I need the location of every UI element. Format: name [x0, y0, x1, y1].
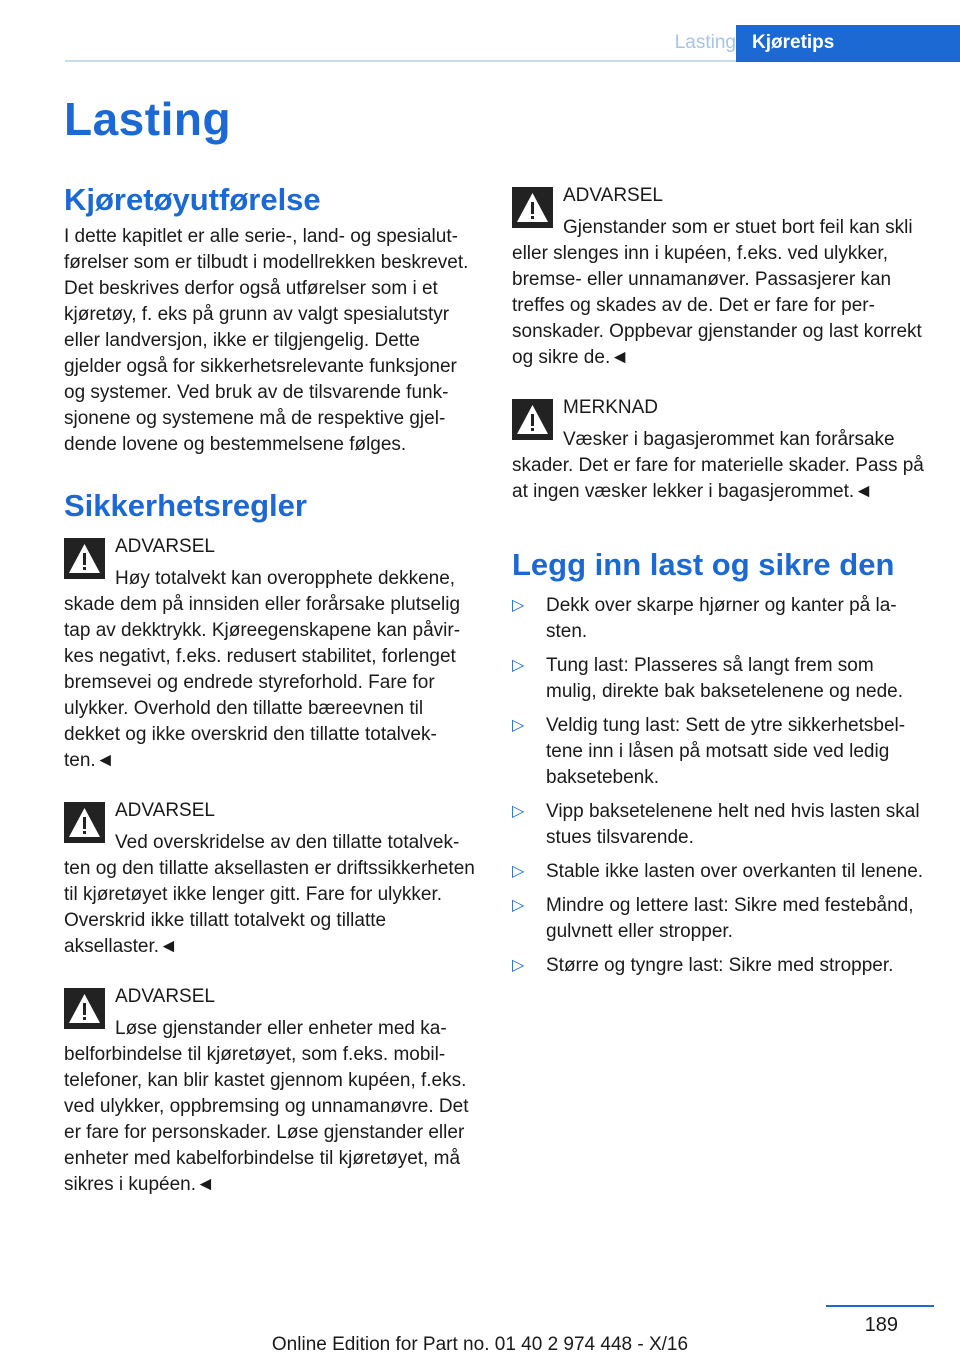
list-item: ▷ Mindre og lettere last: Sikre med festebånd, gulvnett eller stropper. [512, 895, 914, 942]
page-title: Lasting [64, 93, 232, 145]
heading-load-securing: Legg inn last og sikre den [512, 547, 895, 582]
warning-block [64, 798, 478, 960]
paragraph-vehicle-version: I dette kapitlet er alle serie-, land- og spesialutførelser som er tilbudt i modellrekken beskrevet. Det beskrives derfor også utførelser som i et kjøretøy, f. eks på grunn av valgt spesialutstyr eller landversjon, ikke er tilgjengelig. Dette gjelder også for sikkerhetsrelevante funksjoner og systemer. Ved bruk av de tilsvarende funksjonene og systemene må de respektive gjeldende lovene og bestemmelsene følges. [64, 226, 469, 455]
footer-rule [826, 1305, 934, 1307]
warning-block [64, 534, 478, 774]
triangle-bullet-icon: ▷ [512, 597, 525, 614]
warning-title: ADVARSEL [115, 986, 215, 1007]
list-item: ▷ Veldig tung last: Sett de ytre sikkerhetsbeltene inn i låsen på motsatt side ved ledig baksetebenk. [512, 715, 906, 788]
triangle-bullet-icon: ▷ [512, 803, 525, 820]
header-section-tab[interactable]: Lasting [674, 32, 736, 53]
left-column [64, 180, 478, 1198]
notice-text: Væsker i bagasjerommet kan forårsake skader. Det er fare for materielle skader. Pass på at ingen væsker lekker i bagasjerommet.◄ [512, 429, 924, 502]
triangle-bullet-icon: ▷ [512, 957, 525, 974]
warning-text: Løse gjenstander eller enheter med kabelforbindelse til kjøretøyet, som f.eks. mobiltelefoner, kan blir kastet gjennom kupéen, f.eks. ved ulykker, oppbremsing og unnamanøvre. Det er fare for personskader. Løse gjenstander eller enheter med kabelforbindelse til kjøretøyet, må sikres i kupéen.◄ [64, 1018, 469, 1195]
triangle-bullet-icon: ▷ [512, 717, 525, 734]
page-number: 189 [864, 1314, 898, 1336]
edition-footer: Online Edition for Part no. 01 40 2 974 448 - X/16 [271, 1334, 689, 1355]
triangle-bullet-icon: ▷ [512, 863, 525, 880]
heading-safety-rules: Sikkerhetsregler [64, 488, 307, 523]
warning-text: Høy totalvekt kan overopphete dekkene, skade dem på innsiden eller forårsake plutselig tap av dekktrykk. Kjøreegenskapene kan påvirkes negativt, f.eks. redusert stabilitet, forlenget bremsevei og endrede styreforhold. Fare for ulykker. Overhold den tillatte bæreevnen til dekket og ikke overskrid den tillatte totalvekten.◄ [64, 568, 461, 771]
warning-triangle-icon [512, 399, 553, 440]
notice-block [512, 395, 926, 505]
warning-triangle-icon [64, 988, 105, 1029]
warning-text: Gjenstander som er stuet bort feil kan skli eller slenges inn i kupéen, f.eks. ved ulykker, bremse- eller unnamanøver. Passasjerer kan treffes og skades av de. Det er fare for personskader. Oppbevar gjenstander og last korrekt og sikre de.◄ [512, 217, 922, 368]
warning-triangle-icon [512, 187, 553, 228]
warning-triangle-icon [64, 802, 105, 843]
warning-block [64, 984, 478, 1198]
list-item: ▷ Dekk over skarpe hjørner og kanter på lasten. [512, 595, 897, 642]
load-instructions-list [512, 593, 926, 979]
warning-title: ADVARSEL [115, 800, 215, 821]
list-item: ▷ Større og tyngre last: Sikre med stropper. [512, 953, 926, 979]
notice-title: MERKNAD [563, 397, 659, 418]
right-column [512, 183, 926, 987]
list-item: ▷ Vipp baksetelenene helt ned hvis lasten skal stues tilsvarende. [512, 801, 920, 848]
heading-vehicle-version: Kjøretøyutførelse [64, 182, 321, 217]
triangle-bullet-icon: ▷ [512, 897, 525, 914]
triangle-bullet-icon: ▷ [512, 657, 525, 674]
header-chapter-tab[interactable]: Kjøretips [736, 25, 960, 62]
warning-block [512, 183, 926, 371]
warning-text: Ved overskridelse av den tillatte totalvekten og den tillatte aksellasten er driftssikkerheten til kjøretøyet ikke lenger gitt. Fare for ulykker. Overskrid ikke tillatt totalvekt og tillatte aksellaster.◄ [64, 832, 475, 957]
warning-title: ADVARSEL [115, 536, 215, 557]
list-item: ▷ Stable ikke lasten over overkanten til lenene. [512, 859, 926, 885]
list-item: ▷ Tung last: Plasseres så langt frem som mulig, direkte bak baksetelenene og nede. [512, 655, 904, 702]
warning-title: ADVARSEL [563, 185, 663, 206]
warning-triangle-icon [64, 538, 105, 579]
